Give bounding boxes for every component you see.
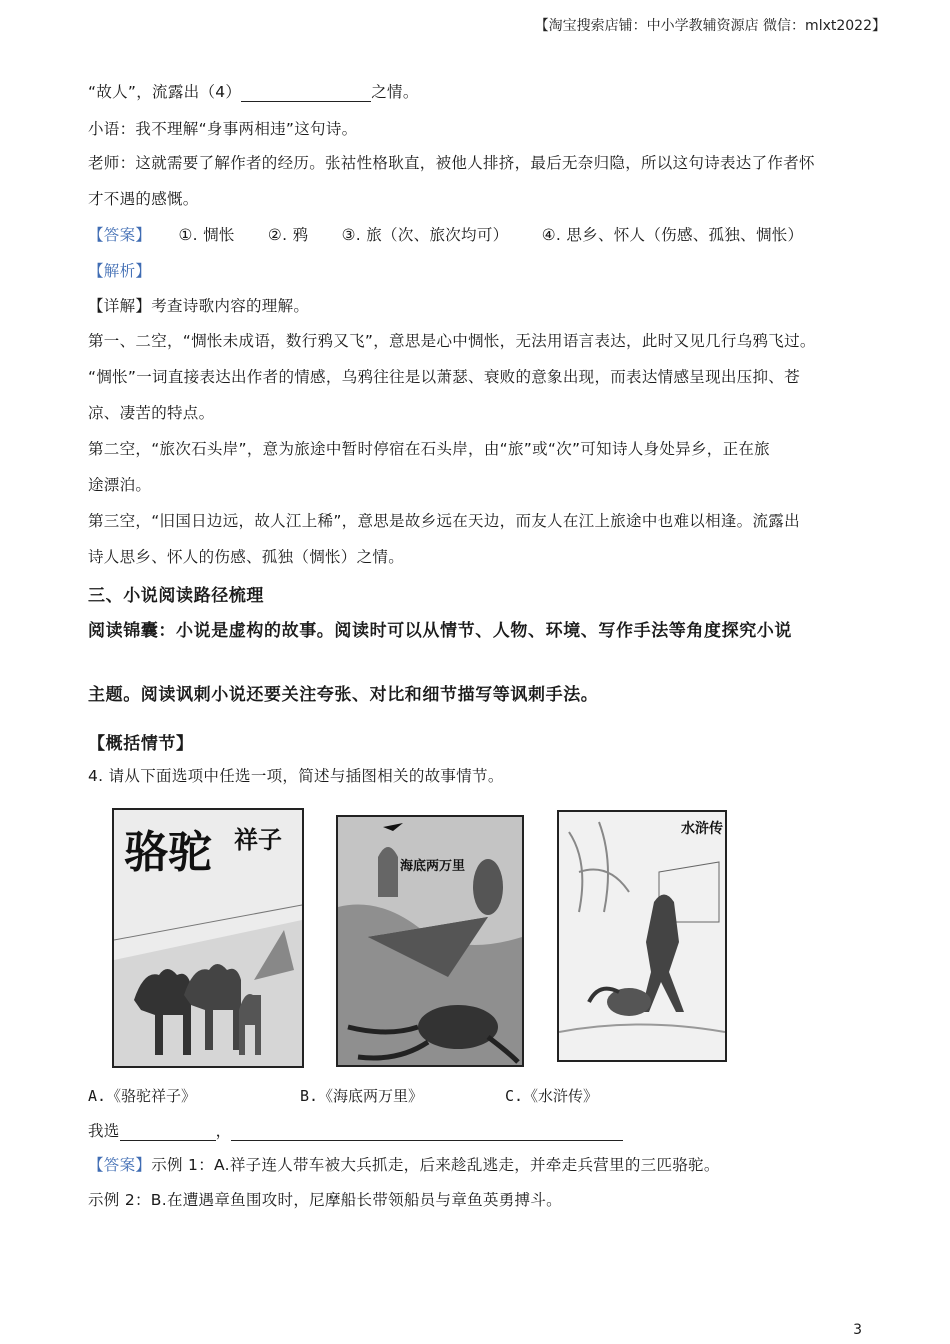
detail-line: 第一、二空，“惆怅未成语，数行鸦又飞”，意思是心中惆怅，无法用语言表达，此时又见几行乌鸦飞过。 <box>88 332 816 350</box>
answer-item: ①. 惆怅 <box>178 226 235 244</box>
answer-row <box>88 223 831 245</box>
answer-tag: 【答案】 <box>88 1156 152 1174</box>
detail-line: 第二空，“旅次石头岸”，意为旅途中暂时停宿在石头岸，由“旅”或“次”可知诗人身处异乡，正在旅 <box>88 440 770 458</box>
option-b: B.《海底两万里》 <box>300 1087 424 1105</box>
subsection-title: 【概括情节】 <box>88 734 194 754</box>
illustration-title: 水浒传 <box>681 821 723 837</box>
question-4: 4. 请从下面选项中任选一项，简述与插图相关的故事情节。 <box>88 767 504 785</box>
water-margin-drawing <box>559 812 725 1060</box>
choice-label: 我选 <box>88 1122 120 1140</box>
reading-tip: 主题。阅读讽刺小说还要关注夸张、对比和细节描写等讽刺手法。 <box>88 685 599 705</box>
choice-blank <box>120 1124 216 1141</box>
reading-tip: 阅读锦囊：小说是虚构的故事。阅读时可以从情节、人物、环境、写作手法等角度探究小说 <box>88 621 792 641</box>
choice-line: 我选 ， <box>88 1119 623 1141</box>
summary-blank <box>231 1124 623 1141</box>
answer-text: 示例 1：A.祥子连人带车被大兵抓走，后来趁乱逃走，并牵走兵营里的三匹骆驼。 <box>151 1156 720 1174</box>
detail-line: 途漂泊。 <box>88 476 152 494</box>
detail-line: 【详解】考查诗歌内容的理解。 <box>88 297 310 315</box>
detail-line: 诗人思乡、怀人的伤感、孤独（惆怅）之情。 <box>88 548 405 566</box>
page-header: 【淘宝搜索店铺：中小学教辅资源店 微信：mlxt2022】 <box>534 18 886 34</box>
water-margin-illustration <box>557 810 727 1062</box>
submarine-illustration <box>336 815 524 1067</box>
camel-illustration <box>112 808 304 1068</box>
line-text: “故人”，流露出（4） <box>88 83 242 101</box>
text-line: 小语：我不理解“身事两相违”这句诗。 <box>88 120 358 138</box>
text-line <box>88 80 419 102</box>
illustration-title: 海底两万里 <box>400 859 466 874</box>
detail-line: “惆怅”一词直接表达出作者的情感，乌鸦往往是以萧瑟、衰败的意象出现，而表达情感呈现出压抑、苍 <box>88 368 800 386</box>
text-line: 老师：这就需要了解作者的经历。张祜性格耿直，被他人排挤，最后无奈归隐，所以这句诗表达了作者怀 <box>88 154 815 172</box>
section-title: 三、小说阅读路径梳理 <box>88 586 264 606</box>
analysis-tag: 【解析】 <box>88 262 152 280</box>
text-line: 才不遇的感慨。 <box>88 190 199 208</box>
answer-item: ②. 鸦 <box>267 226 309 244</box>
option-c: C.《水浒传》 <box>505 1087 599 1105</box>
answer-tag: 【答案】 <box>88 226 152 244</box>
illustration-subtitle: 祥子 <box>234 825 282 854</box>
detail-line: 凉、凄苦的特点。 <box>88 404 215 422</box>
answer-item: ③. 旅（次、旅次均可） <box>341 226 509 244</box>
line-text: 之情。 <box>371 83 419 101</box>
answer-item: ④. 思乡、怀人（伤感、孤独、惆怅） <box>541 226 804 244</box>
option-a: A.《骆驼祥子》 <box>88 1087 197 1105</box>
detail-line: 第三空，“旧国日边远，故人江上稀”，意思是故乡远在天边，而友人在江上旅途中也难以相逢。流露出 <box>88 512 800 530</box>
illustration-title: 骆驼 <box>124 827 212 878</box>
answer-2-line <box>88 1153 720 1175</box>
answer-blank <box>241 85 371 102</box>
page-number: 3 <box>853 1322 862 1338</box>
answer-2-line: 示例 2：B.在遭遇章鱼围攻时，尼摩船长带领船员与章鱼英勇搏斗。 <box>88 1191 562 1209</box>
